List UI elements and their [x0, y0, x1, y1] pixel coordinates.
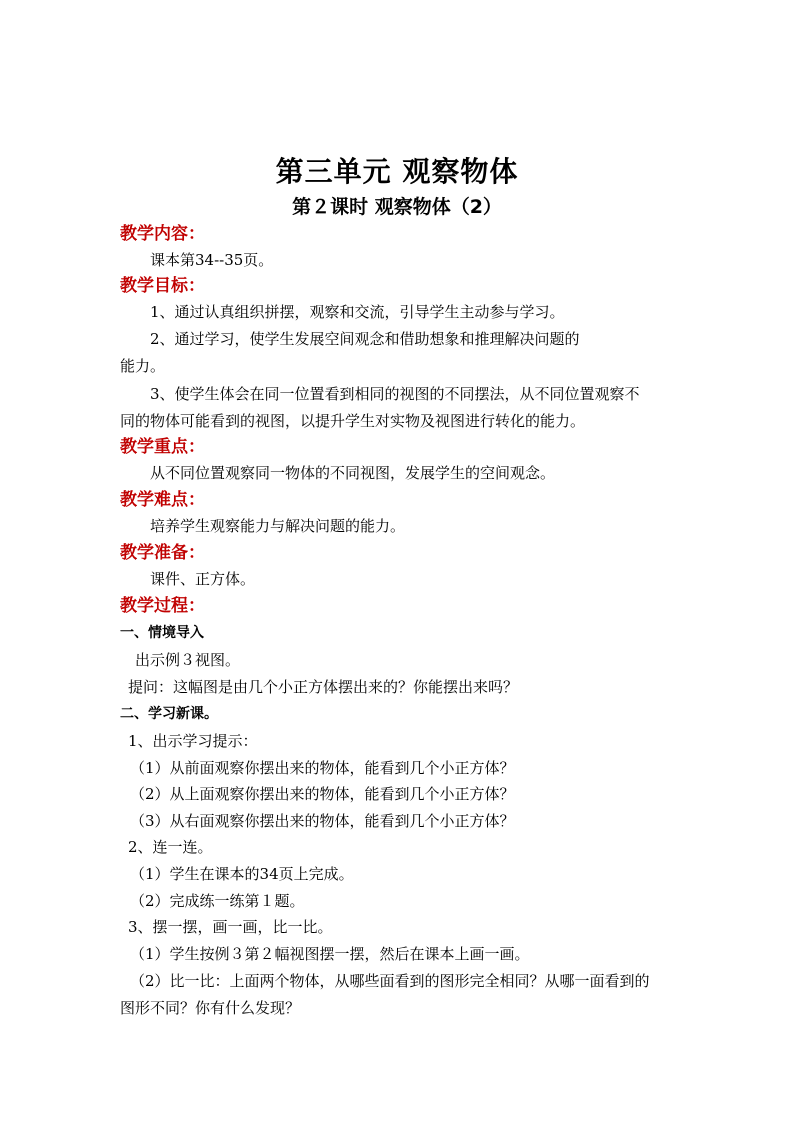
- goal-3a: 3、使学生体会在同一位置看到相同的视图的不同摆法，从不同位置观察不: [150, 385, 640, 403]
- step-1-line-1: 出示例３视图。: [135, 651, 241, 669]
- difficulty-heading: 教学难点：: [120, 490, 205, 510]
- step-2-item-2b: （2）完成练一练第１题。: [130, 892, 305, 910]
- goal-2a: 2、通过学习，使学生发展空间观念和借助想象和推理解决问题的: [150, 330, 580, 348]
- difficulty-text: 培养学生观察能力与解决问题的能力。: [150, 517, 406, 535]
- step-2-item-3: 3、摆一摆，画一画，比一比。: [128, 918, 333, 936]
- step-2-item-3b: （2）比一比：上面两个物体，从哪些面看到的图形完全相同？从哪一面看到的: [130, 972, 650, 990]
- content-text: 课本第34--35页。: [150, 251, 274, 269]
- step-2-item-2a: （1）学生在课本的34页上完成。: [130, 865, 354, 883]
- prep-text: 课件、正方体。: [150, 570, 256, 588]
- goal-1: 1、通过认真组织拼摆，观察和交流，引导学生主动参与学习。: [150, 303, 565, 321]
- step-2-heading: 二、学习新课。: [120, 706, 218, 722]
- step-1-line-2: 提问：这幅图是由几个小正方体摆出来的？你能摆出来吗？: [128, 678, 519, 696]
- content-heading: 教学内容：: [120, 224, 205, 244]
- step-2-item-1b: （2）从上面观察你摆出来的物体，能看到几个小正方体？: [130, 785, 515, 803]
- step-1-heading: 一、情境导入: [120, 625, 204, 641]
- goal-3b: 同的物体可能看到的视图，以提升学生对实物及视图进行转化的能力。: [120, 412, 586, 430]
- process-heading: 教学过程：: [120, 596, 205, 616]
- step-2-item-1: 1、出示学习提示：: [128, 732, 258, 750]
- goal-2b: 能力。: [120, 357, 166, 375]
- goals-heading: 教学目标：: [120, 276, 205, 296]
- key-text: 从不同位置观察同一物体的不同视图，发展学生的空间观念。: [150, 464, 556, 482]
- lesson-subtitle: 第２课时 观察物体（2）: [292, 196, 502, 218]
- step-2-item-3a: （1）学生按例３第２幅视图摆一摆，然后在课本上画一画。: [130, 945, 530, 963]
- prep-heading: 教学准备：: [120, 543, 205, 563]
- step-2-item-3c: 图形不同？你有什么发现？: [120, 999, 301, 1017]
- key-heading: 教学重点：: [120, 437, 205, 457]
- step-2-item-1c: （3）从右面观察你摆出来的物体，能看到几个小正方体？: [130, 812, 515, 830]
- step-2-item-2: 2、连一连。: [128, 838, 213, 856]
- step-2-item-1a: （1）从前面观察你摆出来的物体，能看到几个小正方体？: [130, 759, 515, 777]
- page-title: 第三单元 观察物体: [275, 155, 519, 188]
